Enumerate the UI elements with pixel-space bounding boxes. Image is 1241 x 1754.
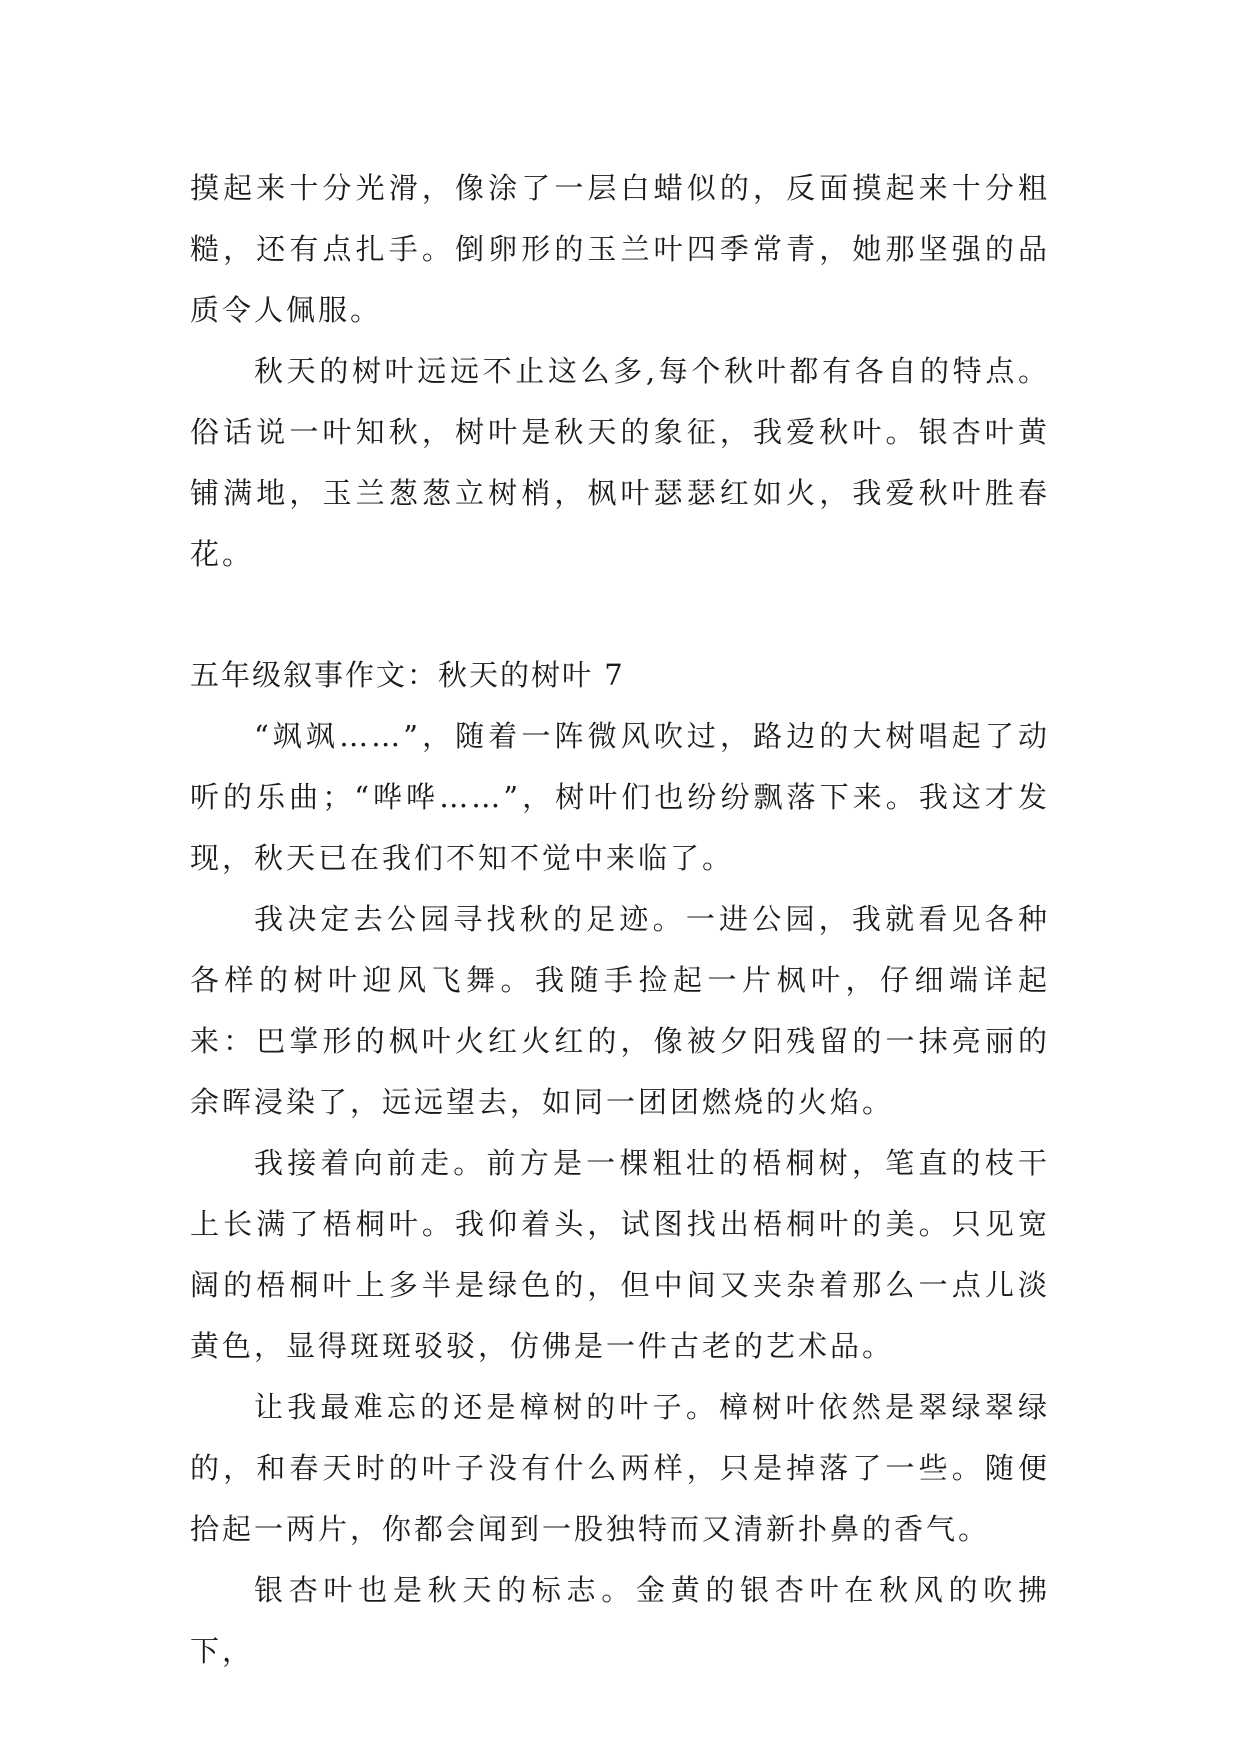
paragraph-5: 我接着向前走。前方是一棵粗壮的梧桐树，笔直的枝干上长满了梧桐叶。我仰着头，试图找出梧桐叶的美。只见宽阔的梧桐叶上多半是绿色的，但中间又夹杂着那么一点儿淡黄色，显得斑斑驳驳，仿佛是一件古老的艺术品。	[190, 1146, 1050, 1363]
paragraph-3: “飒飒……”，随着一阵微风吹过，路边的大树唱起了动听的乐曲；“哗哗……”，树叶们也纷纷飘落下来。我这才发现，秋天已在我们不知不觉中来临了。	[190, 719, 1050, 875]
paragraph-1: 摸起来十分光滑，像涂了一层白蜡似的，反面摸起来十分粗糙，还有点扎手。倒卵形的玉兰叶四季常青，她那坚强的品质令人佩服。	[190, 171, 1050, 327]
paragraph-7: 银杏叶也是秋天的标志。金黄的银杏叶在秋风的吹拂下，	[190, 1573, 1050, 1668]
paragraph-2: 秋天的树叶远远不止这么多,每个秋叶都有各自的特点。俗话说一叶知秋，树叶是秋天的象征，我爱秋叶。银杏叶黄铺满地，玉兰葱葱立树梢，枫叶瑟瑟红如火，我爱秋叶胜春花。	[190, 354, 1050, 571]
document-body	[190, 158, 1050, 1682]
paragraph-4: 我决定去公园寻找秋的足迹。一进公园，我就看见各种各样的树叶迎风飞舞。我随手捡起一片枫叶，仔细端详起来：巴掌形的枫叶火红火红的，像被夕阳残留的一抹亮丽的余晖浸染了，远远望去，如同一团团燃烧的火焰。	[190, 902, 1050, 1119]
paragraph-6: 让我最难忘的还是樟树的叶子。樟树叶依然是翠绿翠绿的，和春天时的叶子没有什么两样，只是掉落了一些。随便拾起一两片，你都会闻到一股独特而又清新扑鼻的香气。	[190, 1390, 1050, 1546]
section-heading: 五年级叙事作文：秋天的树叶 7	[190, 658, 625, 692]
